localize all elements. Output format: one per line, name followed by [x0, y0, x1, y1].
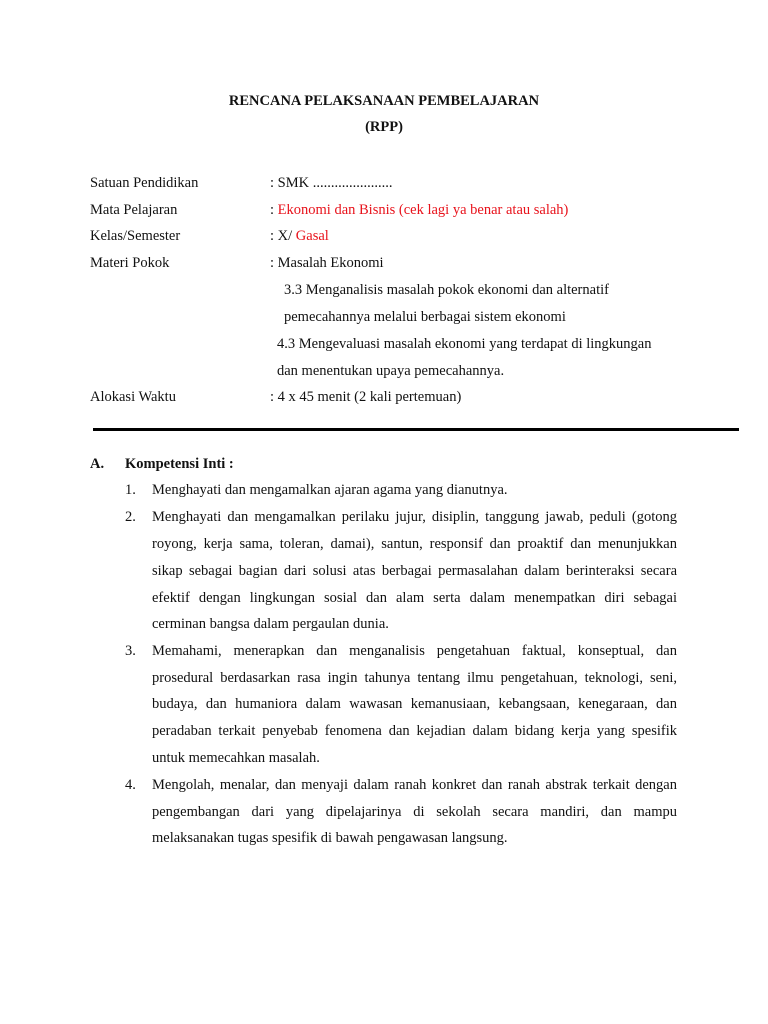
list-line: melaksanakan tugas spesifik di bawah pengawasan langsung. — [152, 830, 508, 846]
kelas-semester: Gasal — [295, 228, 329, 244]
list-line: budaya, dan humaniora dalam wawasan kemanusiaan, kebangsaan, kenegaraan, dan — [152, 696, 677, 712]
list-line: Menghayati dan mengamalkan ajaran agama yang dianutnya. — [152, 482, 508, 498]
kd-line: pemecahannya melalui berbagai sistem ekonomi — [284, 309, 566, 325]
list-line: peradaban terkait penyebab fenomena dan kejadian dalam bidang kerja yang spesifik — [152, 723, 677, 739]
list-line: Memahami, menerapkan dan menganalisis pengetahuan faktual, konseptual, dan — [152, 643, 677, 659]
list-line: royong, kerja sama, toleran, damai), santun, responsif dan proaktif dan menunjukkan — [152, 536, 677, 552]
kd-line: dan menentukan upaya pemecahannya. — [277, 363, 505, 379]
document-subtitle: (RPP) — [365, 119, 403, 135]
list-number: 3. — [125, 643, 136, 659]
mapel-colon: : — [270, 202, 278, 218]
kelas-row — [270, 228, 329, 245]
list-line: Menghayati dan mengamalkan perilaku jujur, disiplin, tanggung jawab, peduli (gotong — [152, 509, 677, 525]
materi-value: : Masalah Ekonomi — [270, 255, 384, 271]
list-line: Mengolah, menalar, dan menyaji dalam ranah konkret dan ranah abstrak terkait dengan — [152, 777, 677, 793]
mapel-row — [270, 202, 568, 219]
list-line: pengembangan dari yang dipelajarinya di sekolah secara mandiri, dan mampu — [152, 804, 677, 820]
alokasi-value: : 4 x 45 menit (2 kali pertemuan) — [270, 389, 462, 405]
mapel-value: Ekonomi dan Bisnis (cek lagi ya benar atau salah) — [277, 202, 569, 218]
list-number: 2. — [125, 509, 136, 525]
list-line: untuk memecahkan masalah. — [152, 750, 320, 766]
list-line: sikap sebagai bagian dari solusi atas berbagai permasalahan dalam berinteraksi secara — [152, 563, 677, 579]
satuan-value: : SMK ...................... — [270, 175, 393, 191]
kd-line: 3.3 Menganalisis masalah pokok ekonomi dan alternatif — [284, 282, 609, 298]
list-number: 1. — [125, 482, 136, 498]
list-line: prosedural berdasarkan rasa ingin tahunya tentang ilmu pengetahuan, teknologi, seni, — [152, 670, 677, 686]
kelas-value: : X/ — [270, 228, 296, 244]
list-number: 4. — [125, 777, 136, 793]
list-line: cerminan bangsa dalam pergaulan dunia. — [152, 616, 389, 632]
divider — [93, 428, 739, 431]
materi-label: Materi Pokok — [90, 255, 170, 271]
document-title: RENCANA PELAKSANAAN PEMBELAJARAN — [228, 93, 540, 109]
alokasi-label: Alokasi Waktu — [90, 389, 176, 405]
section-heading: Kompetensi Inti : — [125, 456, 234, 472]
kelas-label: Kelas/Semester — [90, 228, 181, 244]
section-letter: A. — [90, 456, 105, 472]
kd-line: 4.3 Mengevaluasi masalah ekonomi yang terdapat di lingkungan — [277, 336, 652, 352]
satuan-label: Satuan Pendidikan — [90, 175, 199, 191]
list-line: efektif dengan lingkungan sosial dan alam serta dalam menempatkan diri sebagai — [152, 590, 677, 606]
mapel-label: Mata Pelajaran — [90, 202, 178, 218]
